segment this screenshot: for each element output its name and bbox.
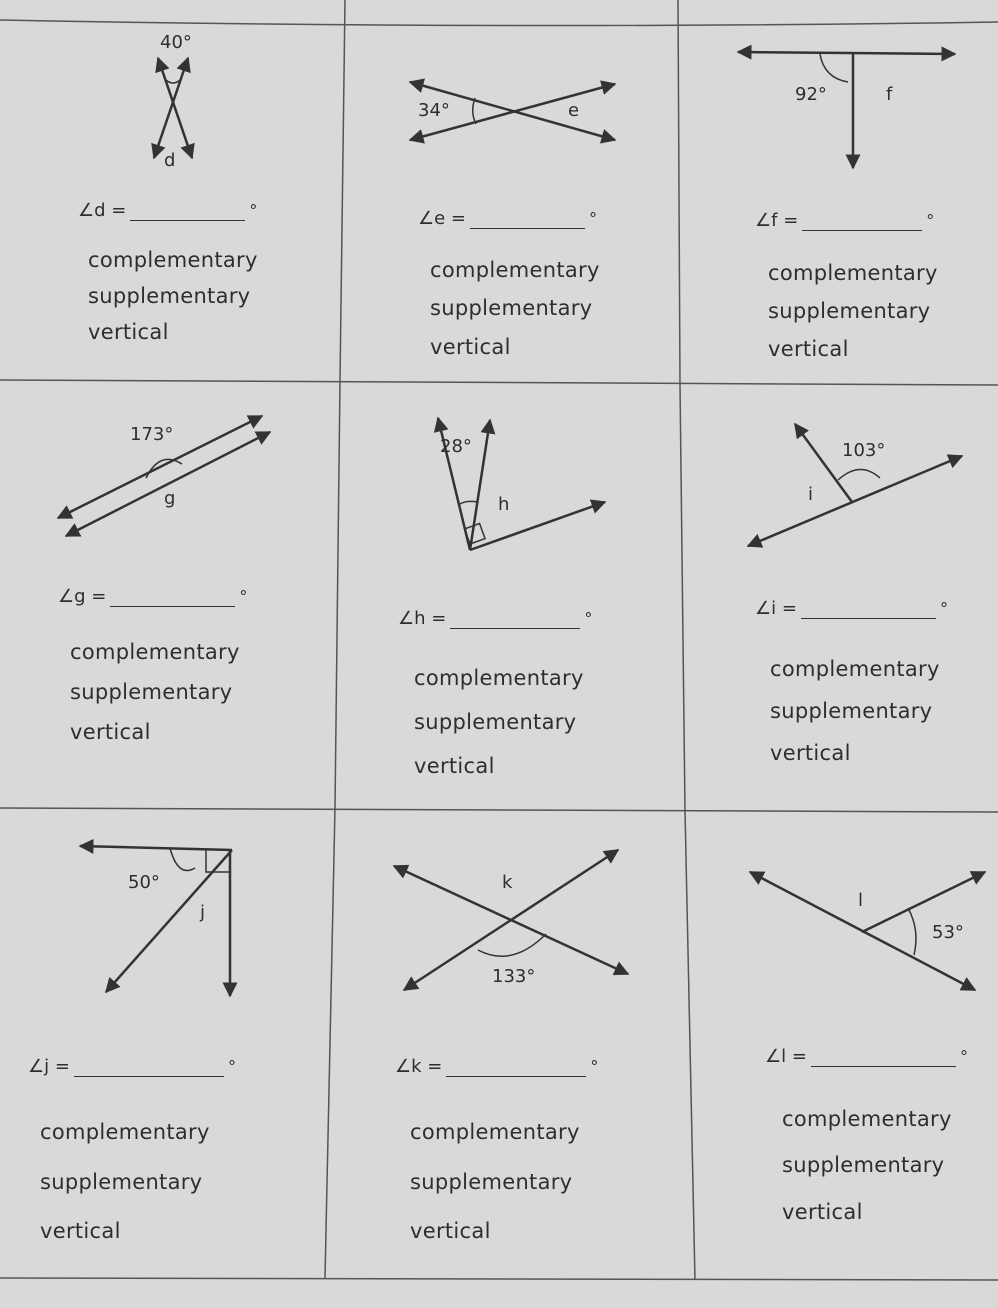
answer-blank-d[interactable] bbox=[130, 202, 245, 221]
option-supplementary-j[interactable]: supplementary bbox=[40, 1170, 203, 1194]
angle-label-e: e bbox=[568, 100, 580, 121]
degree-mark: ° bbox=[590, 1057, 599, 1076]
given-angle-d: 40° bbox=[160, 32, 192, 53]
diagram-d-line bbox=[158, 58, 192, 158]
option-vertical-l[interactable]: vertical bbox=[782, 1200, 863, 1224]
given-angle-j: 50° bbox=[128, 872, 160, 893]
option-supplementary-k[interactable]: supplementary bbox=[410, 1170, 573, 1194]
angle-name-l: ∠l = bbox=[765, 1046, 807, 1067]
answer-row-j bbox=[28, 1056, 236, 1077]
answer-row-l bbox=[765, 1046, 968, 1067]
diagram-l-ray bbox=[862, 872, 985, 932]
degree-mark: ° bbox=[926, 211, 935, 230]
degree-mark: ° bbox=[939, 599, 948, 618]
diagram-h-ray bbox=[470, 420, 490, 550]
option-complementary-d[interactable]: complementary bbox=[88, 248, 258, 272]
angle-name-e: ∠e = bbox=[418, 208, 467, 229]
answer-row-k bbox=[395, 1056, 598, 1077]
degree-mark: ° bbox=[959, 1047, 968, 1066]
answer-blank-k[interactable] bbox=[446, 1058, 586, 1077]
option-supplementary-g[interactable]: supplementary bbox=[70, 680, 233, 704]
answer-blank-l[interactable] bbox=[811, 1048, 956, 1067]
answer-row-i bbox=[755, 598, 948, 619]
answer-blank-f[interactable] bbox=[802, 212, 922, 231]
diagram-j-ray bbox=[80, 846, 232, 850]
option-vertical-j[interactable]: vertical bbox=[40, 1219, 121, 1243]
angle-arcs bbox=[146, 54, 916, 956]
diagram-g-line bbox=[66, 432, 270, 536]
angle-name-g: ∠g = bbox=[58, 586, 107, 607]
given-angle-l: 53° bbox=[932, 922, 964, 943]
angle-label-g: g bbox=[164, 488, 176, 509]
answer-blank-h[interactable] bbox=[450, 610, 580, 629]
angle-label-d: d bbox=[164, 150, 176, 171]
degree-mark: ° bbox=[584, 609, 593, 628]
diagram-i-ray bbox=[795, 424, 852, 502]
option-supplementary-h[interactable]: supplementary bbox=[414, 710, 577, 734]
option-complementary-j[interactable]: complementary bbox=[40, 1120, 210, 1144]
diagram-d-line bbox=[154, 58, 188, 158]
option-supplementary-i[interactable]: supplementary bbox=[770, 699, 933, 723]
option-vertical-i[interactable]: vertical bbox=[770, 741, 851, 765]
angle-label-k: k bbox=[502, 872, 513, 893]
given-angle-i: 103° bbox=[842, 440, 886, 461]
given-angle-g: 173° bbox=[130, 424, 174, 445]
diagram-f-line bbox=[738, 52, 955, 54]
answer-blank-g[interactable] bbox=[110, 588, 235, 607]
given-angle-f: 92° bbox=[795, 84, 827, 105]
angle-label-j: j bbox=[200, 902, 206, 923]
option-vertical-h[interactable]: vertical bbox=[414, 754, 495, 778]
answer-row-e bbox=[418, 208, 597, 229]
option-complementary-h[interactable]: complementary bbox=[414, 666, 584, 690]
option-vertical-d[interactable]: vertical bbox=[88, 320, 169, 344]
angle-name-k: ∠k = bbox=[395, 1056, 443, 1077]
degree-mark: ° bbox=[249, 201, 258, 220]
option-vertical-k[interactable]: vertical bbox=[410, 1219, 491, 1243]
option-complementary-k[interactable]: complementary bbox=[410, 1120, 580, 1144]
option-vertical-e[interactable]: vertical bbox=[430, 335, 511, 359]
angle-label-l: l bbox=[858, 890, 864, 911]
option-supplementary-d[interactable]: supplementary bbox=[88, 284, 251, 308]
angle-label-f: f bbox=[886, 84, 893, 105]
option-complementary-e[interactable]: complementary bbox=[430, 258, 600, 282]
answer-row-g bbox=[58, 586, 247, 607]
answer-blank-i[interactable] bbox=[801, 600, 936, 619]
angle-name-d: ∠d = bbox=[78, 200, 127, 221]
angle-name-h: ∠h = bbox=[398, 608, 447, 629]
answer-blank-j[interactable] bbox=[74, 1058, 224, 1077]
option-vertical-f[interactable]: vertical bbox=[768, 337, 849, 361]
angle-label-h: h bbox=[498, 494, 510, 515]
degree-mark: ° bbox=[239, 587, 248, 606]
option-complementary-g[interactable]: complementary bbox=[70, 640, 240, 664]
given-angle-e: 34° bbox=[418, 100, 450, 121]
degree-mark: ° bbox=[589, 209, 598, 228]
degree-mark: ° bbox=[227, 1057, 236, 1076]
option-vertical-g[interactable]: vertical bbox=[70, 720, 151, 744]
option-supplementary-e[interactable]: supplementary bbox=[430, 296, 593, 320]
option-complementary-f[interactable]: complementary bbox=[768, 261, 938, 285]
answer-blank-e[interactable] bbox=[470, 210, 585, 229]
answer-row-d bbox=[78, 200, 257, 221]
angle-name-f: ∠f = bbox=[755, 210, 799, 231]
option-supplementary-l[interactable]: supplementary bbox=[782, 1153, 945, 1177]
angle-name-i: ∠i = bbox=[755, 598, 797, 619]
answer-row-h bbox=[398, 608, 592, 629]
option-complementary-i[interactable]: complementary bbox=[770, 657, 940, 681]
option-supplementary-f[interactable]: supplementary bbox=[768, 299, 931, 323]
option-complementary-l[interactable]: complementary bbox=[782, 1107, 952, 1131]
angle-name-j: ∠j = bbox=[28, 1056, 70, 1077]
given-angle-h: 28° bbox=[440, 436, 472, 457]
given-angle-k: 133° bbox=[492, 966, 536, 987]
diagram-h-ray bbox=[470, 502, 605, 550]
angle-label-i: i bbox=[808, 484, 814, 505]
answer-row-f bbox=[755, 210, 934, 231]
